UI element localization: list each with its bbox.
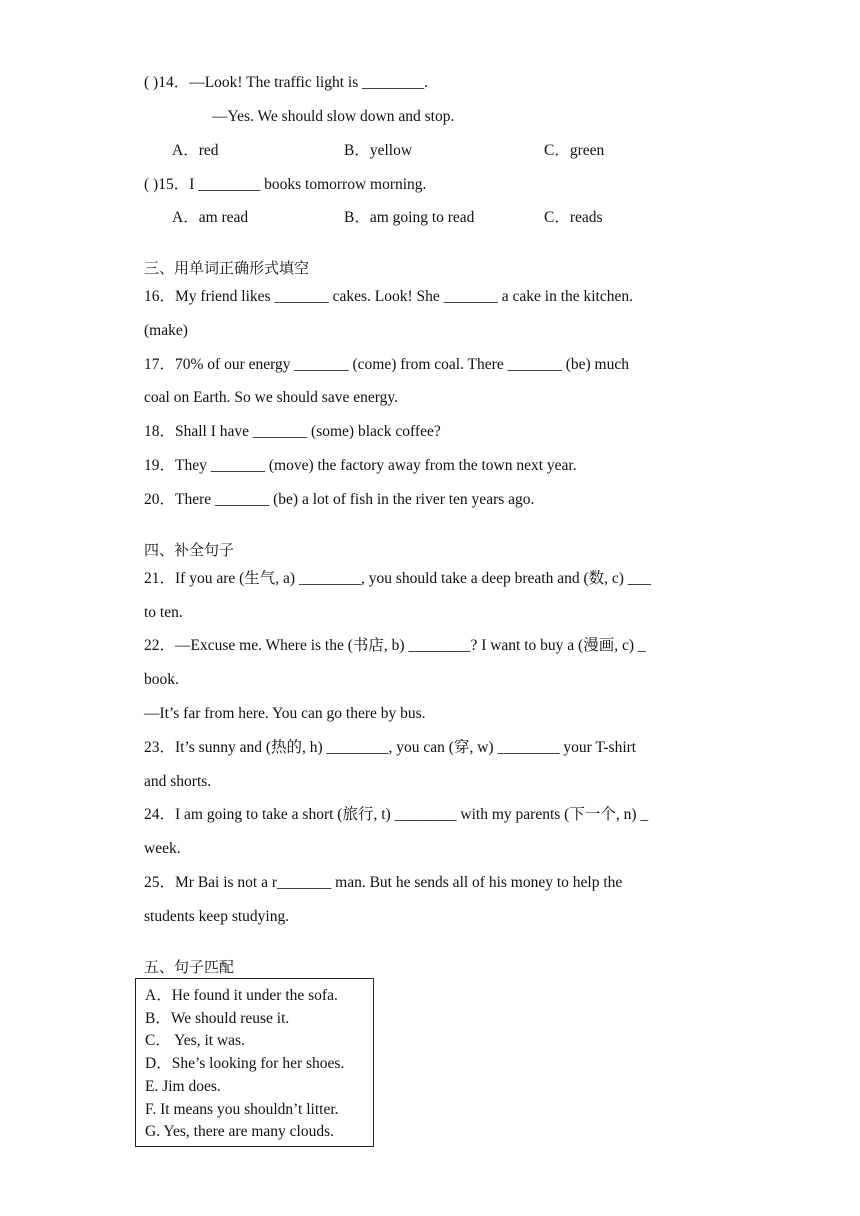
box-option-d: D．She’s looking for her shoes.	[145, 1055, 345, 1073]
question-17-cont: coal on Earth. So we should save energy.	[144, 389, 398, 406]
question-18: 18．Shall I have _______ (some) black coffee?	[144, 423, 441, 440]
question-17: 17．70% of our energy _______ (come) from coal. There _______ (be) much	[144, 356, 629, 373]
question-20: 20．There _______ (be) a lot of fish in the river ten years ago.	[144, 491, 535, 508]
option-b: B．yellow	[344, 142, 413, 159]
question-19: 19．They _______ (move) the factory away from the town next year.	[144, 457, 577, 474]
answer-options-box	[135, 978, 374, 1147]
question-22-reply: —It’s far from here. You can go there by bus.	[144, 705, 426, 722]
question-21: 21．If you are (生气, a) ________, you should take a deep breath and (数, c) ___	[144, 570, 652, 587]
question-25: 25．Mr Bai is not a r_______ man. But he sends all of his money to help the	[144, 874, 623, 891]
box-option-c: C． Yes, it was.	[145, 1032, 245, 1050]
box-option-a: A．He found it under the sofa.	[145, 987, 338, 1004]
option-b: B．am going to read	[344, 209, 475, 226]
question-24-cont: week.	[144, 840, 181, 857]
question-23-cont: and shorts.	[144, 773, 212, 790]
section-3-title: 三、用单词正确形式填空	[144, 259, 310, 277]
option-a: A．am read	[172, 209, 249, 226]
section-5-title: 五、句子匹配	[144, 958, 235, 976]
box-option-g: G. Yes, there are many clouds.	[145, 1123, 334, 1141]
question-22-cont: book.	[144, 671, 179, 688]
question-16-cont: (make)	[144, 322, 188, 339]
box-option-b: B．We should reuse it.	[145, 1009, 290, 1027]
section-4-title: 四、补全句子	[144, 541, 235, 559]
question-24: 24．I am going to take a short (旅行, t) ________ with my parents (下一个, n) _	[144, 806, 649, 823]
question-23: 23．It’s sunny and (热的, h) ________, you can (穿, w) ________ your T-shirt	[144, 739, 637, 756]
question-21-cont: to ten.	[144, 604, 183, 621]
question-25-cont: students keep studying.	[144, 908, 290, 925]
box-option-e: E. Jim does.	[145, 1077, 221, 1095]
question-14-reply: —Yes. We should slow down and stop.	[212, 108, 455, 125]
question-14: ( )14．—Look! The traffic light is ________.	[144, 74, 428, 91]
option-c: C．green	[544, 142, 605, 159]
question-15: ( )15．I ________ books tomorrow morning.	[144, 176, 427, 193]
option-a: A．red	[172, 142, 219, 159]
question-22: 22．—Excuse me. Where is the (书店, b) ________? I want to buy a (漫画, c) _	[144, 637, 646, 654]
box-option-f: F. It means you shouldn’t litter.	[145, 1100, 339, 1118]
option-c: C．reads	[544, 209, 603, 226]
question-16: 16．My friend likes _______ cakes. Look! She _______ a cake in the kitchen.	[144, 288, 633, 305]
